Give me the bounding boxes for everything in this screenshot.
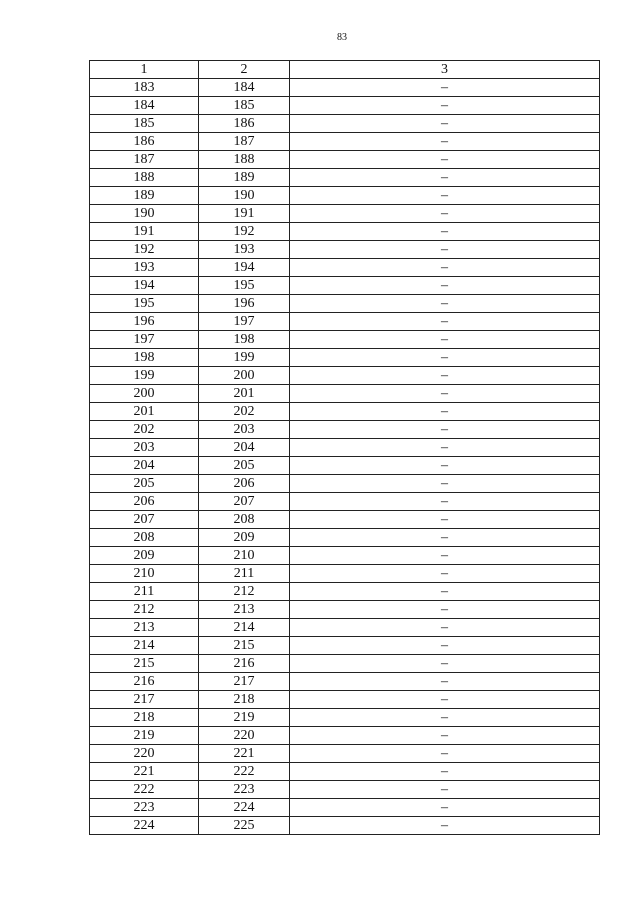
table-cell-col-2: 189 [199, 169, 290, 187]
table-cell-col-1: 205 [90, 475, 199, 493]
table-cell-col-2: 202 [199, 403, 290, 421]
table-cell-col-3: – [290, 241, 600, 259]
table-row [90, 187, 600, 205]
table-cell-col-1: 197 [90, 331, 199, 349]
table-row [90, 727, 600, 745]
table-row [90, 817, 600, 835]
table-row [90, 385, 600, 403]
table-cell-col-3: – [290, 331, 600, 349]
table-row [90, 421, 600, 439]
table-cell-col-2: 187 [199, 133, 290, 151]
table-cell-col-3: – [290, 457, 600, 475]
data-table [89, 60, 600, 835]
table-cell-col-3: – [290, 259, 600, 277]
table-cell-col-2: 205 [199, 457, 290, 475]
table-cell-col-3: – [290, 547, 600, 565]
table-cell-col-1: 210 [90, 565, 199, 583]
table-cell-col-3: – [290, 727, 600, 745]
table-cell-col-3: – [290, 151, 600, 169]
table-cell-col-1: 196 [90, 313, 199, 331]
table-row [90, 673, 600, 691]
table-cell-col-1: 224 [90, 817, 199, 835]
table-cell-col-2: 184 [199, 79, 290, 97]
table-cell-col-2: 209 [199, 529, 290, 547]
table-cell-col-2: 191 [199, 205, 290, 223]
table-row [90, 583, 600, 601]
table-cell-col-2: 192 [199, 223, 290, 241]
table-cell-col-2: 213 [199, 601, 290, 619]
table-cell-col-1: 187 [90, 151, 199, 169]
table-cell-col-2: 198 [199, 331, 290, 349]
table-cell-col-1: 207 [90, 511, 199, 529]
column-header-3: 3 [290, 61, 600, 79]
table-row [90, 367, 600, 385]
table-row [90, 655, 600, 673]
table-cell-col-3: – [290, 529, 600, 547]
table-cell-col-1: 220 [90, 745, 199, 763]
table-cell-col-2: 212 [199, 583, 290, 601]
table-row [90, 277, 600, 295]
table-cell-col-2: 195 [199, 277, 290, 295]
table-row [90, 79, 600, 97]
table-cell-col-2: 225 [199, 817, 290, 835]
table-row [90, 439, 600, 457]
table-cell-col-3: – [290, 187, 600, 205]
table-cell-col-1: 216 [90, 673, 199, 691]
table-cell-col-1: 185 [90, 115, 199, 133]
table-cell-col-3: – [290, 493, 600, 511]
table-cell-col-2: 214 [199, 619, 290, 637]
table-cell-col-2: 207 [199, 493, 290, 511]
table-cell-col-2: 219 [199, 709, 290, 727]
table-cell-col-1: 200 [90, 385, 199, 403]
table-cell-col-1: 199 [90, 367, 199, 385]
table-cell-col-1: 204 [90, 457, 199, 475]
table-cell-col-1: 203 [90, 439, 199, 457]
table-row [90, 349, 600, 367]
table-row [90, 169, 600, 187]
table-cell-col-2: 188 [199, 151, 290, 169]
table-cell-col-3: – [290, 565, 600, 583]
table-cell-col-2: 185 [199, 97, 290, 115]
table-cell-col-3: – [290, 799, 600, 817]
table-cell-col-3: – [290, 655, 600, 673]
table-row [90, 457, 600, 475]
table-cell-col-1: 215 [90, 655, 199, 673]
table-row [90, 205, 600, 223]
table-cell-col-1: 190 [90, 205, 199, 223]
table-cell-col-3: – [290, 385, 600, 403]
table-cell-col-3: – [290, 709, 600, 727]
table-row [90, 781, 600, 799]
table-cell-col-2: 196 [199, 295, 290, 313]
table-row [90, 133, 600, 151]
table-cell-col-2: 223 [199, 781, 290, 799]
table-cell-col-3: – [290, 601, 600, 619]
table-cell-col-1: 206 [90, 493, 199, 511]
table-cell-col-3: – [290, 403, 600, 421]
table-cell-col-1: 186 [90, 133, 199, 151]
table-cell-col-3: – [290, 133, 600, 151]
table-cell-col-2: 186 [199, 115, 290, 133]
table-cell-col-3: – [290, 781, 600, 799]
table-header [90, 61, 600, 79]
table-cell-col-3: – [290, 745, 600, 763]
table-cell-col-1: 191 [90, 223, 199, 241]
table-row [90, 259, 600, 277]
table-cell-col-2: 200 [199, 367, 290, 385]
table-row [90, 799, 600, 817]
column-header-2: 2 [199, 61, 290, 79]
table-cell-col-3: – [290, 439, 600, 457]
table-row [90, 115, 600, 133]
table-cell-col-2: 190 [199, 187, 290, 205]
table-cell-col-1: 218 [90, 709, 199, 727]
table-cell-col-1: 219 [90, 727, 199, 745]
table-row [90, 223, 600, 241]
table-cell-col-2: 211 [199, 565, 290, 583]
table-cell-col-1: 222 [90, 781, 199, 799]
table-row [90, 745, 600, 763]
table-cell-col-3: – [290, 79, 600, 97]
table-cell-col-1: 221 [90, 763, 199, 781]
table-cell-col-3: – [290, 115, 600, 133]
table-row [90, 295, 600, 313]
table-cell-col-3: – [290, 277, 600, 295]
table-cell-col-3: – [290, 313, 600, 331]
table-cell-col-1: 217 [90, 691, 199, 709]
table-cell-col-2: 224 [199, 799, 290, 817]
table-cell-col-1: 212 [90, 601, 199, 619]
table-cell-col-3: – [290, 223, 600, 241]
table-cell-col-1: 188 [90, 169, 199, 187]
table-row [90, 763, 600, 781]
table-cell-col-1: 209 [90, 547, 199, 565]
table-cell-col-2: 193 [199, 241, 290, 259]
table-cell-col-1: 201 [90, 403, 199, 421]
table-cell-col-1: 189 [90, 187, 199, 205]
table-cell-col-1: 183 [90, 79, 199, 97]
table-cell-col-1: 198 [90, 349, 199, 367]
table-row [90, 403, 600, 421]
table-row [90, 511, 600, 529]
table-cell-col-2: 199 [199, 349, 290, 367]
table-cell-col-2: 197 [199, 313, 290, 331]
table-body [90, 79, 600, 835]
table-cell-col-1: 192 [90, 241, 199, 259]
table-row [90, 475, 600, 493]
table-cell-col-3: – [290, 295, 600, 313]
table-row [90, 313, 600, 331]
table-cell-col-2: 221 [199, 745, 290, 763]
table-cell-col-1: 193 [90, 259, 199, 277]
column-header-1: 1 [90, 61, 199, 79]
table-cell-col-1: 208 [90, 529, 199, 547]
table-cell-col-2: 208 [199, 511, 290, 529]
table-row [90, 601, 600, 619]
table-row [90, 97, 600, 115]
table-row [90, 331, 600, 349]
table-cell-col-2: 206 [199, 475, 290, 493]
table-cell-col-3: – [290, 169, 600, 187]
table-row [90, 529, 600, 547]
table-cell-col-3: – [290, 637, 600, 655]
table-cell-col-2: 194 [199, 259, 290, 277]
table-cell-col-3: – [290, 691, 600, 709]
table-header-row [90, 61, 600, 79]
table-cell-col-1: 211 [90, 583, 199, 601]
table-row [90, 709, 600, 727]
table-cell-col-2: 215 [199, 637, 290, 655]
table-cell-col-2: 210 [199, 547, 290, 565]
table-cell-col-3: – [290, 205, 600, 223]
table-cell-col-3: – [290, 349, 600, 367]
table-row [90, 691, 600, 709]
table-cell-col-3: – [290, 511, 600, 529]
table-cell-col-3: – [290, 817, 600, 835]
table-cell-col-2: 220 [199, 727, 290, 745]
table-cell-col-1: 214 [90, 637, 199, 655]
table-row [90, 619, 600, 637]
table-cell-col-1: 202 [90, 421, 199, 439]
table-cell-col-1: 213 [90, 619, 199, 637]
table-cell-col-2: 222 [199, 763, 290, 781]
table-row [90, 493, 600, 511]
table-cell-col-1: 194 [90, 277, 199, 295]
table-cell-col-1: 195 [90, 295, 199, 313]
table-row [90, 151, 600, 169]
table-cell-col-3: – [290, 367, 600, 385]
table-cell-col-2: 201 [199, 385, 290, 403]
table-cell-col-3: – [290, 97, 600, 115]
table-row [90, 547, 600, 565]
table-cell-col-1: 223 [90, 799, 199, 817]
table-row [90, 565, 600, 583]
table-cell-col-2: 204 [199, 439, 290, 457]
table-cell-col-3: – [290, 673, 600, 691]
table-cell-col-2: 203 [199, 421, 290, 439]
table-cell-col-2: 216 [199, 655, 290, 673]
table-cell-col-1: 184 [90, 97, 199, 115]
table-row [90, 637, 600, 655]
table-cell-col-3: – [290, 619, 600, 637]
table-cell-col-3: – [290, 583, 600, 601]
table-cell-col-3: – [290, 475, 600, 493]
table-cell-col-2: 218 [199, 691, 290, 709]
table-row [90, 241, 600, 259]
table-cell-col-3: – [290, 421, 600, 439]
table-cell-col-3: – [290, 763, 600, 781]
page-number: 83 [337, 32, 347, 43]
table-cell-col-2: 217 [199, 673, 290, 691]
